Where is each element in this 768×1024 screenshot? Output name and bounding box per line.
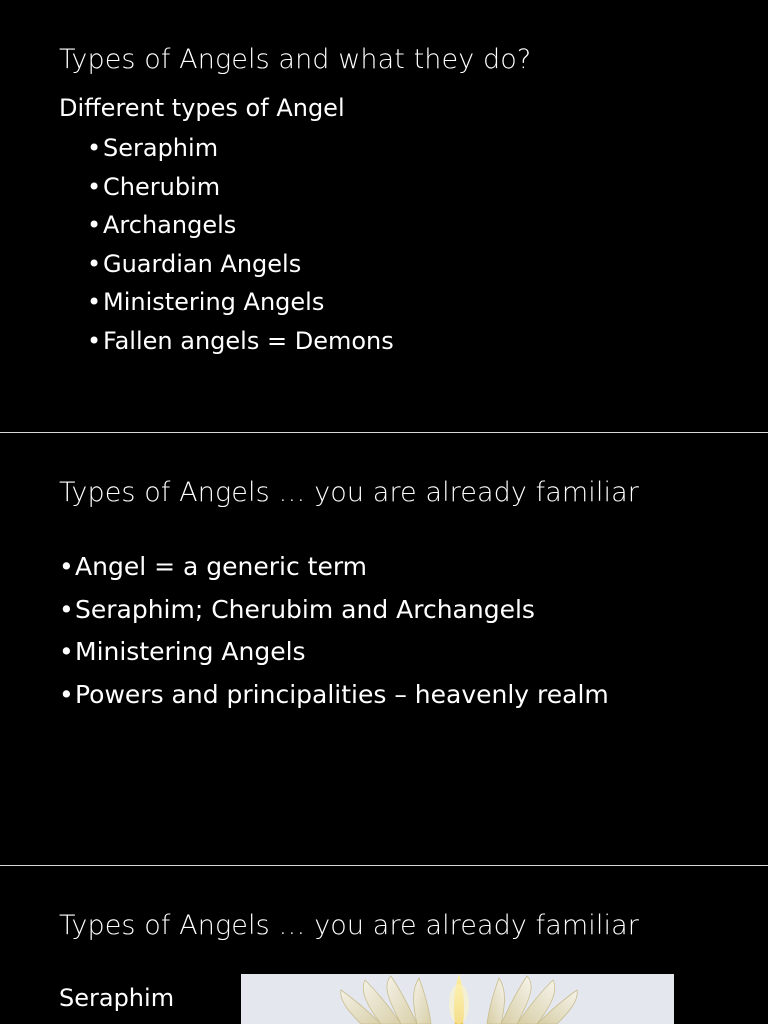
list-item-text: Seraphim; Cherubim and Archangels <box>75 594 535 624</box>
list-item <box>87 324 394 363</box>
slide-3 <box>0 866 768 1024</box>
list-item-text: Cherubim <box>103 172 221 201</box>
bullet-list <box>59 550 609 720</box>
bullet-icon: • <box>87 249 102 278</box>
list-item-text: Ministering Angels <box>103 288 325 317</box>
list-item-text: Angel = a generic term <box>75 552 368 581</box>
list-item-text: Guardian Angels <box>103 249 302 278</box>
angel-wings-icon <box>241 974 674 1024</box>
seraphim-label: Seraphim <box>59 984 175 1012</box>
list-item <box>87 131 394 170</box>
bullet-list <box>87 131 394 363</box>
bullet-icon: • <box>59 552 74 581</box>
list-item <box>59 635 609 678</box>
slide-title: Types of Angels … you are already familiar <box>59 477 639 508</box>
slide-subheading: Different types of Angel <box>59 94 345 122</box>
list-item <box>59 550 609 593</box>
slide-title: Types of Angels … you are already familiar <box>59 910 639 941</box>
bullet-icon: • <box>87 134 102 162</box>
bullet-icon: • <box>59 594 74 624</box>
bullet-icon: • <box>87 288 102 317</box>
list-item <box>59 678 609 721</box>
slide-2 <box>0 433 768 865</box>
slide-title: Types of Angels and what they do? <box>59 44 532 75</box>
list-item <box>87 285 394 324</box>
slide-1 <box>0 0 768 432</box>
angel-wings-image <box>241 974 674 1024</box>
bullet-icon: • <box>59 637 74 666</box>
list-item <box>87 247 394 286</box>
bullet-icon: • <box>59 679 74 709</box>
bullet-icon: • <box>87 326 102 355</box>
list-item-text: Seraphim <box>103 134 219 162</box>
list-item-text: Powers and principalities – heavenly realm <box>75 679 609 709</box>
list-item <box>59 593 609 636</box>
bullet-icon: • <box>87 211 102 240</box>
list-item-text: Fallen angels = Demons <box>103 326 394 355</box>
list-item-text: Archangels <box>103 211 237 240</box>
list-item <box>87 170 394 209</box>
list-item-text: Ministering Angels <box>75 637 306 666</box>
bullet-icon: • <box>87 172 102 201</box>
list-item <box>87 208 394 247</box>
